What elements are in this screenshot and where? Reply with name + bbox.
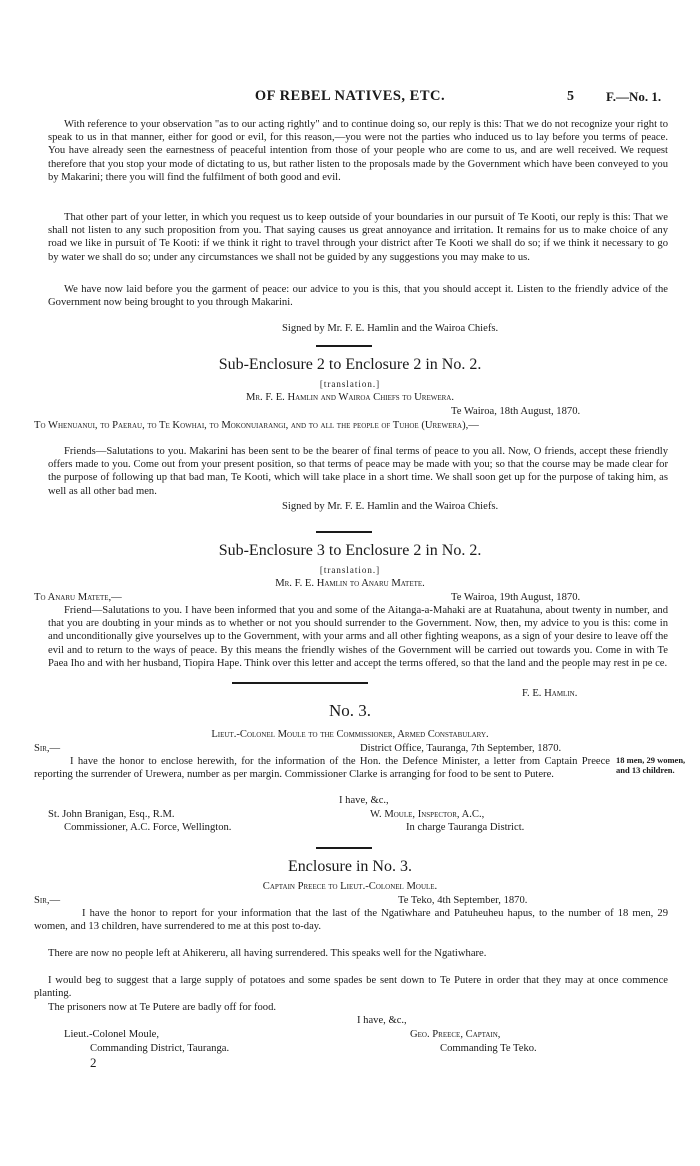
sub-enclosure-2-body: Friends—Salutations to you. Makarini has been sent to be the bearer of final terms of peace to you all. Now, O friends, accept these friendly offers made to you. Come out from your present position, so that terms of peace may be made with you; so that the course may be made clear for the purpose of following up that bad man, Te Kooti, which will take place in a short time. We shall soon get up for the purpose of taking him, as well as all other bad men. bbox=[48, 446, 668, 497]
enclosure-no-3-paragraph-2: There are now no people left at Ahikereru, all having surrendered. This speaks well for the Ngatiwhare. bbox=[48, 948, 487, 959]
enclosure-no-3-salutation: Sir,— bbox=[34, 895, 61, 906]
sub-enclosure-3-signature: F. E. Hamlin. bbox=[522, 688, 578, 699]
sub-enclosure-3-translation-note: [translation.] bbox=[319, 565, 381, 575]
enclosure-no-3-place-date: Te Teko, 4th September, 1870. bbox=[398, 895, 528, 906]
sub-enclosure-3-heading: Sub-Enclosure 3 to Enclosure 2 in No. 2. bbox=[218, 542, 482, 559]
section-divider bbox=[316, 847, 372, 849]
no-3-salutation: Sir,— bbox=[34, 743, 61, 754]
page-number: 5 bbox=[567, 89, 574, 104]
enclosure-no-3-paragraph-4: The prisoners now at Te Putere are badly off for food. bbox=[48, 1002, 277, 1013]
sub-enclosure-2-parties: Mr. F. E. Hamlin and Wairoa Chiefs to Urewera. bbox=[245, 392, 455, 403]
section-divider bbox=[316, 345, 372, 347]
no-3-signature-line-2: In charge Tauranga District. bbox=[406, 822, 525, 833]
no-3-closing: I have, &c., bbox=[339, 795, 389, 806]
section-divider bbox=[232, 682, 368, 684]
sub-enclosure-3-body: Friend—Salutations to you. I have been informed that you and some of the Aitanga-a-Mahaki are at Ruatahuna, about twenty in number, and that you are doubting in your minds as to whether or not you should surrender to the Government. Now, then, my advice to you is this: come in and unconditionally give yourselves up to the Government, with your arms and all other fighting weapons, as a sign of your desire to leave off the evil and to return to the ways of peace. By this means the friendly wishes of the Government will be carried out towards you. Come in with Te Paea Iho and with her husband, Tiopira Hape. Think over this letter and accept the terms offered, so that the land and the people may rest in pe ce. bbox=[48, 605, 668, 669]
no-3-addressee-line-1: St. John Branigan, Esq., R.M. bbox=[48, 809, 175, 820]
sub-enclosure-2-address: To Whenuanui, to Paerau, to Te Kowhai, to Mokonuiarangi, and to all the people of Tuhoe (Urewera),— bbox=[34, 420, 479, 431]
sub-enclosure-3-parties: Mr. F. E. Hamlin to Anaru Matete. bbox=[275, 578, 425, 589]
letter1-paragraph-2: That other part of your letter, in which you request us to keep outside of your boundaries in our pursuit of Te Kooti, our reply is this: That we shall not listen to any such proposition from you. That saying causes us great annoyance and irritation. It remains for us to make choice of any road we like in pursuit of Te Kooti: if we think it right to travel through your district after Te Kooti we shall do so; if we think it necessary to go by water we shall do so; under any circumstances we shall not be guided by any suggestions you may make to us. bbox=[48, 212, 668, 263]
sub-enclosure-3-place-date: Te Wairoa, 19th August, 1870. bbox=[451, 592, 581, 603]
enclosure-no-3-signature-line-2: Commanding Te Teko. bbox=[440, 1043, 537, 1054]
letter1-paragraph-3: We have now laid before you the garment of peace: our advice to you is this, that you should accept it. Listen to the friendly advice of the Government now being brought to you through Makarini. bbox=[48, 284, 668, 309]
document-reference: F.—No. 1. bbox=[606, 89, 662, 104]
no-3-margin-note: 18 men, 29 women, and 13 children. bbox=[616, 755, 686, 775]
letter1-paragraph-1: With reference to your observation "as to our acting rightly" and to continue doing so, our reply is this: That we do not recognize your right to speak to us in that manner, either for good or evil, for this reason,—you were not the parties who induced us to lay before you terms of peace. You have already seen the earnestness of peaceful intention from those of your people who are come to us, and are well received. We request therefore that you stop your mode of dictating to us, but rather listen to the proposals made by the Government which have been conveyed to you by Makarini; there you will find the fulfilment of both good and evil. bbox=[48, 119, 668, 183]
sub-enclosure-2-place-date: Te Wairoa, 18th August, 1870. bbox=[451, 406, 581, 417]
enclosure-no-3-addressee-line-1: Lieut.-Colonel Moule, bbox=[64, 1029, 160, 1040]
running-header-title: OF REBEL NATIVES, ETC. bbox=[254, 88, 446, 104]
sub-enclosure-2-signature: Signed by Mr. F. E. Hamlin and the Wairoa Chiefs. bbox=[282, 501, 499, 512]
enclosure-no-3-signature-line-1: Geo. Preece, Captain, bbox=[410, 1029, 501, 1040]
printer-signature-mark: 2 bbox=[90, 1055, 97, 1070]
no-3-place-date: District Office, Tauranga, 7th September, 1870. bbox=[360, 743, 562, 754]
section-divider bbox=[316, 531, 372, 533]
enclosure-no-3-paragraph-3: I would beg to suggest that a large supply of potatoes and some spades be sent down to Te Putere in order that they may at once commence planting. bbox=[34, 975, 668, 1000]
enclosure-no-3-heading: Enclosure in No. 3. bbox=[288, 858, 412, 875]
letter1-signature: Signed by Mr. F. E. Hamlin and the Wairoa Chiefs. bbox=[282, 323, 499, 334]
no-3-parties: Lieut.-Colonel Moule to the Commissioner, Armed Constabulary. bbox=[211, 729, 489, 740]
enclosure-no-3-closing: I have, &c., bbox=[357, 1015, 407, 1026]
enclosure-no-3-parties: Captain Preece to Lieut.-Colonel Moule. bbox=[262, 881, 438, 892]
no-3-signature-line-1: W. Moule, Inspector, A.C., bbox=[370, 809, 485, 820]
sub-enclosure-3-address: To Anaru Matete,— bbox=[34, 592, 122, 603]
no-3-heading: No. 3. bbox=[328, 701, 372, 720]
no-3-body: I have the honor to enclose herewith, for the information of the Hon. the Defence Minister, a letter from Captain Preece reporting the surrender of Urewera, number as per margin. Commissioner Clarke is arranging for food to be sent to Putere. bbox=[34, 756, 610, 781]
enclosure-no-3-paragraph-1: I have the honor to report for your information that the last of the Ngatiwhare and Patuheuheu hapus, to the number of 18 men, 29 women, and 13 children, have surrendered to me at this post to-day. bbox=[34, 908, 668, 933]
sub-enclosure-2-translation-note: [translation.] bbox=[319, 379, 381, 389]
sub-enclosure-2-heading: Sub-Enclosure 2 to Enclosure 2 in No. 2. bbox=[218, 356, 482, 373]
no-3-addressee-line-2: Commissioner, A.C. Force, Wellington. bbox=[64, 822, 232, 833]
enclosure-no-3-addressee-line-2: Commanding District, Tauranga. bbox=[90, 1043, 230, 1054]
